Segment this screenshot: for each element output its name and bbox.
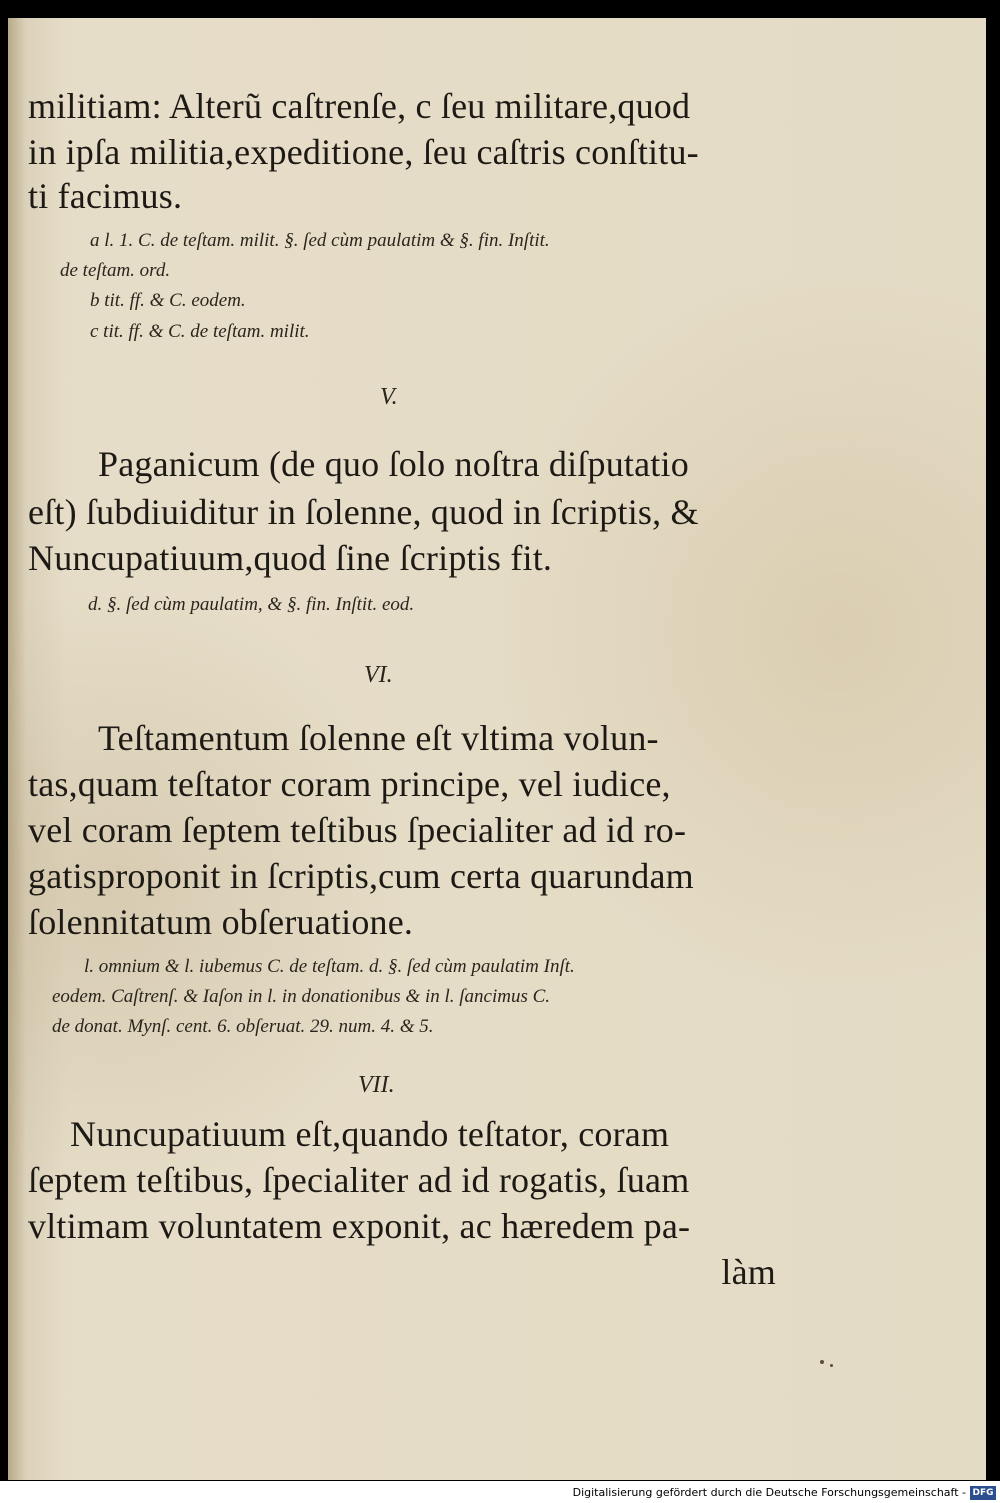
footer-bar xyxy=(0,1481,1000,1503)
body-line-13: ſeptem teſtibus, ſpecialiter ad id rogatis, ſuam xyxy=(28,1160,690,1200)
body-line-3: ti facimus. xyxy=(28,176,183,216)
footnote-b: b tit. ff. & C. eodem. xyxy=(90,290,246,311)
body-line-1: militiam: Alterũ caſtrenſe, c ſeu militare,quod xyxy=(28,86,691,126)
footer-credit: Digitalisierung gefördert durch die Deutsche Forschungsgemeinschaft - xyxy=(572,1486,966,1499)
footnote-c: c tit. ff. & C. de teſtam. milit. xyxy=(90,321,310,342)
body-line-4: Paganicum (de quo ſolo noſtra diſputatio xyxy=(98,444,689,484)
dfg-logo-icon: DFG xyxy=(970,1486,996,1500)
citation-vi-2: eodem. Caſtrenſ. & Iaſon in l. in donationibus & in l. ſancimus C. xyxy=(52,986,551,1007)
citation-vi-1: l. omnium & l. iubemus C. de teſtam. d. §. ſed cùm paulatim Inſt. xyxy=(84,956,575,977)
body-line-12: Nuncupatiuum eſt,quando teſtator, coram xyxy=(70,1114,670,1154)
ink-speck xyxy=(820,1360,824,1364)
footnote-a-cont: de teſtam. ord. xyxy=(60,260,171,281)
footnote-a: a l. 1. C. de teſtam. milit. §. ſed cùm paulatim & §. fin. Inſtit. xyxy=(90,230,550,251)
section-heading-vii: VII. xyxy=(358,1072,395,1098)
catchword: làm xyxy=(721,1252,776,1292)
body-line-5: eſt) ſubdiuiditur in ſolenne, quod in ſcriptis, & xyxy=(28,492,699,532)
body-line-10: gatisproponit in ſcriptis,cum certa quarundam xyxy=(28,856,694,896)
body-line-7: Teſtamentum ſolenne eſt vltima volun- xyxy=(98,718,659,758)
body-line-8: tas,quam teſtator coram principe, vel iudice, xyxy=(28,764,671,804)
body-line-14: vltimam voluntatem exponit, ac hæredem pa- xyxy=(28,1206,691,1246)
section-heading-vi: VI. xyxy=(364,662,393,688)
body-line-2: in ipſa militia,expeditione, ſeu caſtris conſtitu- xyxy=(28,132,699,172)
section-heading-v: V. xyxy=(380,384,398,410)
body-line-9: vel coram ſeptem teſtibus ſpecialiter ad id ro- xyxy=(28,810,687,850)
body-line-6: Nuncupatiuum,quod ſine ſcriptis fit. xyxy=(28,538,553,578)
citation-v: d. §. ſed cùm paulatim, & §. fin. Inſtit. eod. xyxy=(88,594,415,615)
ink-speck xyxy=(830,1364,833,1367)
scanned-page xyxy=(8,18,986,1480)
body-line-11: ſolennitatum obſeruatione. xyxy=(28,902,414,942)
citation-vi-3: de donat. Mynſ. cent. 6. obſeruat. 29. num. 4. & 5. xyxy=(52,1016,434,1037)
